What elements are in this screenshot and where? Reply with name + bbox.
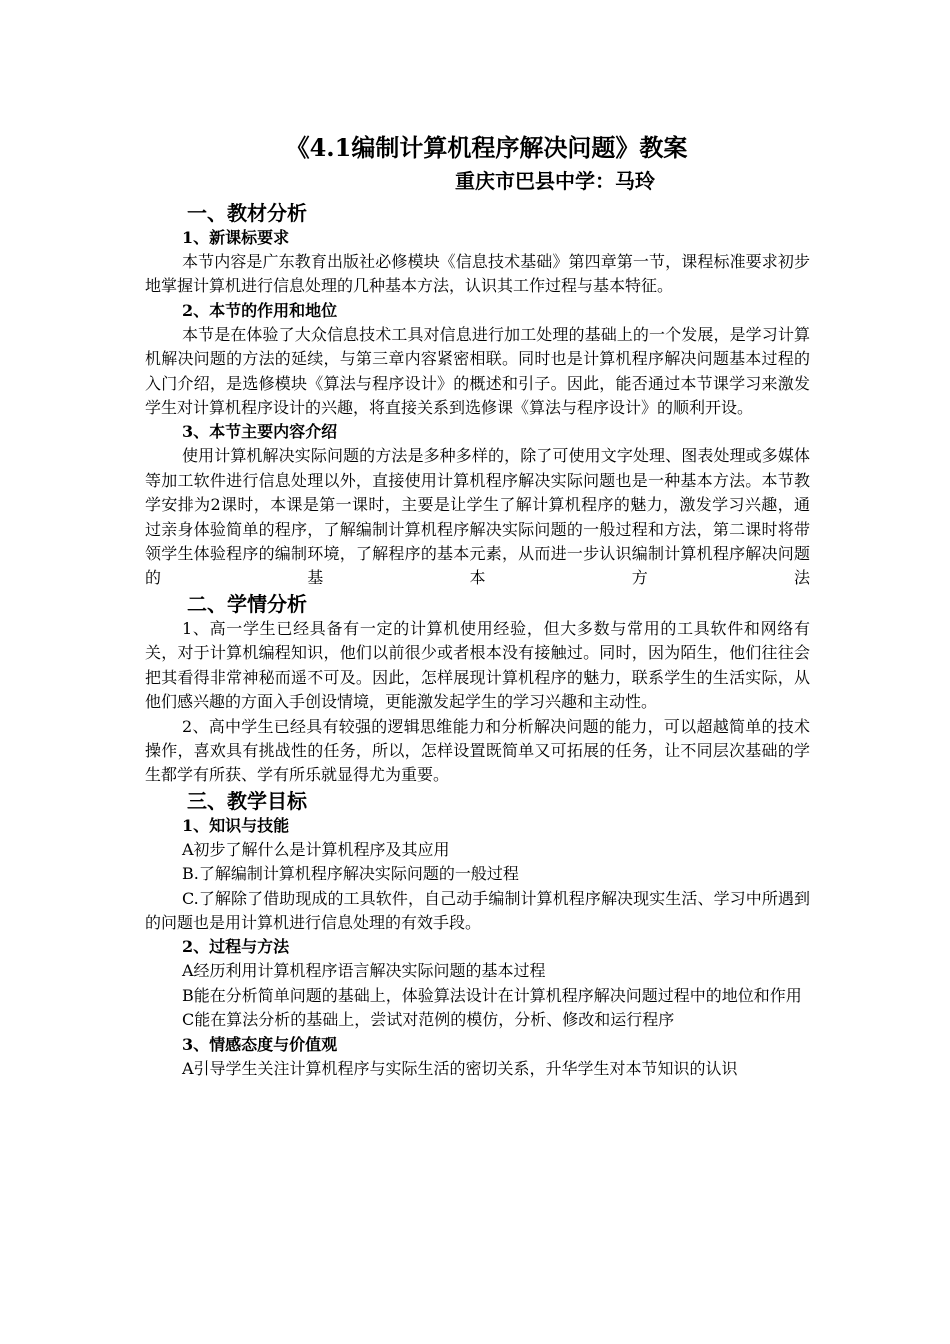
document-title: 《4.1编制计算机程序解决问题》教案 xyxy=(285,133,688,162)
objective-process-a: A经历利用计算机程序语言解决实际问题的基本过程 xyxy=(182,961,546,981)
paragraph-main-content: 使用计算机解决实际问题的方法是多种多样的，除了可使用文字处理、图表处理或多媒体等加工软件进行信息处理以外，直接使用计算机程序解决实际问题也是一种基本方法。本节教学安排为2课时，本课是第一课时，主要是让学生了解计算机程序的魅力，激发学习兴趣，通过亲身体验简单的程序，了解编制计算机程序解决实际问题的一般过程和方法，第二课时将带领学生体验程序的编制环境，了解程序的基本元素，从而进一步认识编制计算机程序解决问题的基本方法 xyxy=(145,446,810,588)
section-heading-learner-analysis: 二、学情分析 xyxy=(187,591,307,616)
objective-knowledge-b: B.了解编制计算机程序解决实际问题的一般过程 xyxy=(182,864,519,884)
objective-knowledge-c: C.了解除了借助现成的工具软件，自己动手编制计算机程序解决现实生活、学习中所遇到的问题也是用计算机进行信息处理的有效手段。 xyxy=(145,888,810,932)
subheading-attitudes-values: 3、情感态度与价值观 xyxy=(182,1034,338,1054)
objective-attitude-a: A引导学生关注计算机程序与实际生活的密切关系，升华学生对本节知识的认识 xyxy=(182,1058,738,1078)
document-author: 重庆市巴县中学：马玲 xyxy=(455,169,655,193)
objective-process-b: B能在分析简单问题的基础上，体验算法设计在计算机程序解决问题过程中的地位和作用 xyxy=(182,985,802,1005)
paragraph-learner-analysis-1: 1、高一学生已经具备有一定的计算机使用经验，但大多数与常用的工具软件和网络有关，对于计算机编程知识，他们以前很少或者根本没有接触过。同时，因为陌生，他们往往会把其看得非常神秘而遥不可及。因此，怎样展现计算机程序的魅力，联系学生的生活实际，从他们感兴趣的方面入手创设情境，更能激发起学生的学习兴趣和主动性。 xyxy=(145,618,810,712)
subheading-process-methods: 2、过程与方法 xyxy=(182,937,290,957)
document-page xyxy=(145,130,810,1081)
subheading-curriculum-requirements: 1、新课标要求 xyxy=(182,228,290,247)
subheading-knowledge-skills: 1、知识与技能 xyxy=(182,815,290,835)
section-heading-teaching-objectives: 三、教学目标 xyxy=(187,788,307,813)
paragraph-learner-analysis-2: 2、高中学生已经具有较强的逻辑思维能力和分析解决问题的能力，可以超越简单的技术操作，喜欢具有挑战性的任务，所以，怎样设置既简单又可拓展的任务，让不同层次基础的学生都学有所获、学有所乐就显得尤为重要。 xyxy=(145,716,810,785)
objective-knowledge-a: A初步了解什么是计算机程序及其应用 xyxy=(182,839,450,859)
section-heading-textbook-analysis: 一、教材分析 xyxy=(187,201,307,225)
objective-process-c: C能在算法分析的基础上，尝试对范例的模仿，分析、修改和运行程序 xyxy=(182,1010,675,1030)
paragraph-curriculum-requirements: 本节内容是广东教育出版社必修模块《信息技术基础》第四章第一节，课程标准要求初步地掌握计算机进行信息处理的几种基本方法，认识其工作过程与基本特征。 xyxy=(145,252,810,296)
paragraph-role-and-position: 本节是在体验了大众信息技术工具对信息进行加工处理的基础上的一个发展，是学习计算机解决问题的方法的延续，与第三章内容紧密相联。同时也是计算机程序解决问题基本过程的入门介绍，是选修模块《算法与程序设计》的概述和引子。因此，能否通过本节课学习来激发学生对计算机程序设计的兴趣，将直接关系到选修课《算法与程序设计》的顺利开设。 xyxy=(145,324,810,418)
subheading-main-content: 3、本节主要内容介绍 xyxy=(182,422,338,442)
subheading-role-and-position: 2、本节的作用和地位 xyxy=(182,300,338,320)
